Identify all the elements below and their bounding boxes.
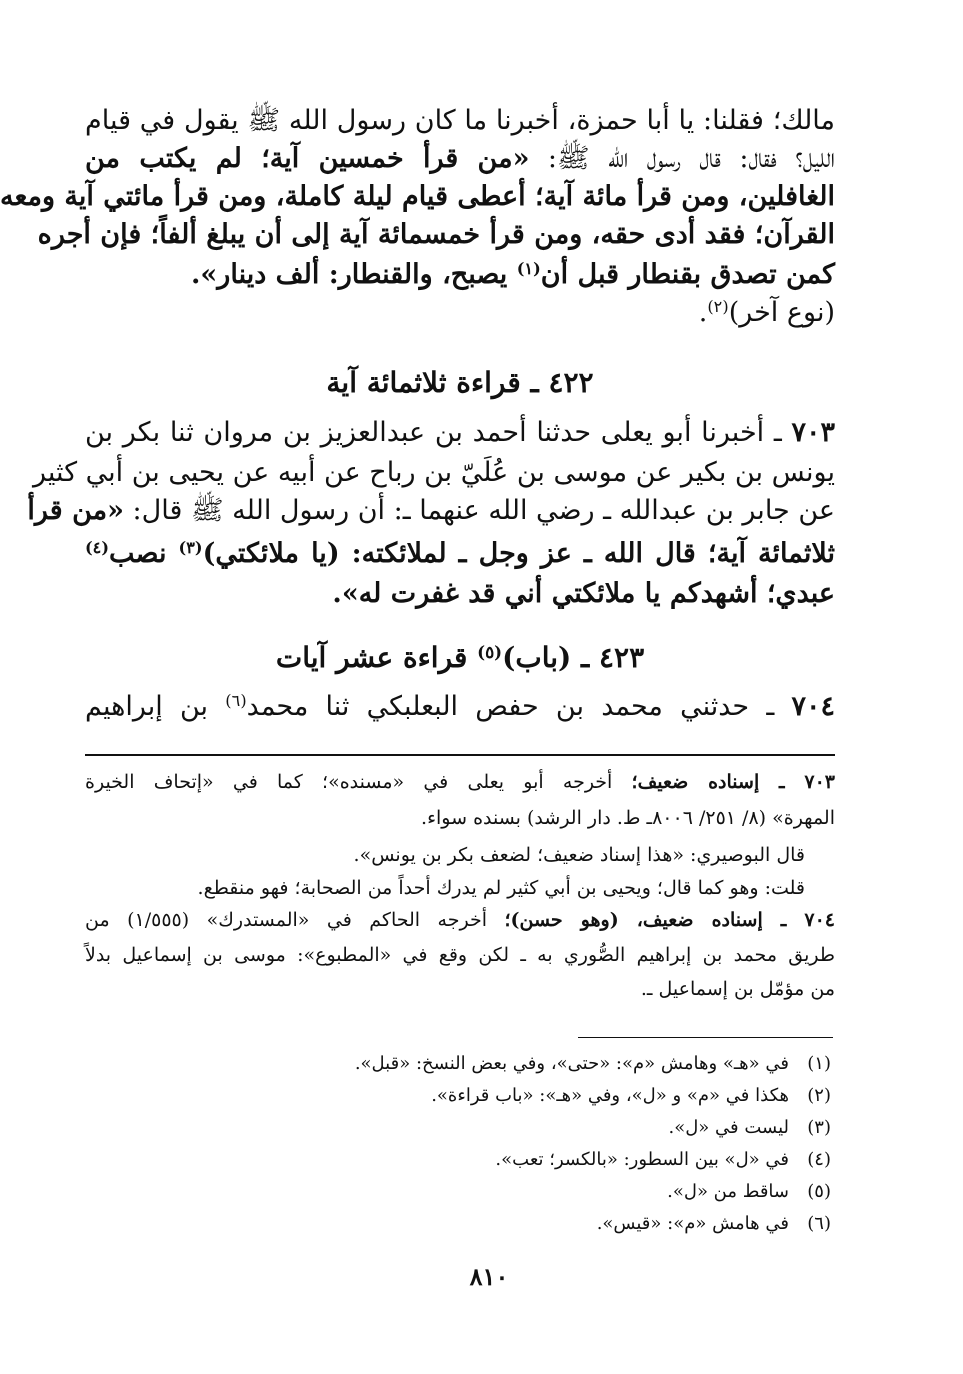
hadith-line [85,537,835,571]
text-segment: ٤٢٣ ـ (باب) [502,641,645,674]
text-line [85,416,835,450]
commentary-line [85,767,835,797]
footnote-ref: (٣) [178,538,203,558]
footnote-text: ليست في «ل». [668,1117,789,1138]
footnote-text: ساقط من «ل». [667,1181,789,1202]
text-segment: نصب [109,538,179,569]
footnote-text: في «هـ» وهامش «م»: «حتى»، وفي بعض النسخ: «قبل». [354,1053,789,1074]
text-line [85,296,835,330]
footnote-text: في هامش «م»: «قيس». [596,1213,789,1234]
page-number: ٨١٠ [469,1262,509,1291]
divider [85,754,835,756]
text-segment: أخرجه أبو يعلى في «مسنده»؛ كما في «إتحاف الخيرة [85,771,632,793]
text-segment: . [698,297,708,328]
text-line [85,690,835,724]
text-line [85,142,835,176]
commentary-line: من مؤمّل بن إسماعيل ـ. [640,978,835,1000]
footnote-number: (١) [807,1053,831,1074]
footnote [85,1176,831,1208]
footnote-ref: (٤) [85,538,110,558]
commentary-line: المهرة» (٨/ ٢٥١/ ٨٠٠٦ـ ط. دار الرشد) بسنده سواء. [421,807,835,829]
text-segment: (نوع آخر) [728,297,835,328]
commentary-line: قال البوصيري: «هذا إسناد ضعيف؛ لضعف بكر بن يونس». [353,844,805,866]
footnote [85,1208,831,1240]
footnote [85,1080,831,1112]
footnote-number: (٢) [807,1085,831,1106]
text-segment: ثلاثمائة آية؛ قال الله ـ عز وجل ـ لملائكته: (يا ملائكتي) [202,538,835,569]
text-segment: كمن تصدق بقنطار قبل أن [540,259,835,290]
hadith-line: عبدي؛ أشهدكم يا ملائكتي أني قد غفرت له». [332,578,835,609]
text-segment: بن إبراهيم [85,691,226,722]
footnote-ref: (٥) [477,641,503,662]
text-line: يونس بن بكير عن موسى بن عُلَيّ بن رباح عن أبيه عن يحيى بن أبي كثير [33,457,835,488]
hadith-line [85,258,835,292]
footnote-ref: (٦) [225,691,247,711]
footnote-ref: (١) [516,259,541,279]
commentary-line: قلت: وهو كما قال؛ ويحيى بن أبي كثير لم يدرك أحداً من الصحابة؛ فهو منقطع. [197,877,805,899]
footnote-divider [578,1037,833,1038]
hadith-number: ٧٠٣ [791,417,835,448]
hadith-number: ٧٠٤ [791,691,835,722]
footnote-ref: (٢) [707,297,729,317]
footnote-number: (٥) [807,1181,831,1202]
commentary-line: طريق محمد بن إبراهيم الصُّوري به ـ لكن وقع في «المطبوع»: موسى بن إسماعيل بدلاً [85,944,835,966]
footnote-number: (٣) [807,1117,831,1138]
footnote-text: هكذا في «م» و «ل»، وفي «هـ»: «باب قراءة». [431,1085,789,1106]
text-segment: قراءة عشر آيات [275,641,478,674]
section-heading [85,640,835,676]
hadith-text: «من قرأ [27,495,124,526]
hadith-text: «من قرأ خمسين آية؛ لم يكتب من [85,143,530,174]
section-heading: ٤٢٢ ـ قراءة ثلاثمائة آية [326,366,594,399]
text-segment: ـ حدثني محمد بن حفص البعلبكي ثنا محمد [246,691,792,722]
footnote [85,1144,831,1176]
footnote [85,1112,831,1144]
text-line [27,494,835,528]
text-segment: يصبح، والقنطار: ألف دينار». [191,259,517,290]
footnote-number: (٤) [807,1149,831,1170]
hadith-line: الغافلين، ومن قرأ مائة آية؛ أعطى قيام ليلة كاملة، ومن قرأ مائتي آية ومعه [0,181,835,212]
footnote [85,1048,831,1080]
text-segment: ـ أخبرنا أبو يعلى حدثنا أحمد بن عبدالعزيز بن مروان ثنا بكر بن [85,417,792,448]
footnote-number: (٦) [807,1213,831,1234]
commentary-label: ٧٠٣ ـ إسناده ضعيف؛ [631,771,835,793]
text-segment: الليل؟ فقال: قال رسول الله ﷺ: [529,143,835,174]
text-segment: عن جابر بن عبدالله ـ رضي الله عنهما ـ: أن رسول الله ﷺ قال: [123,495,835,526]
hadith-line: القرآن؛ فقد أدى حقه، ومن قرأ خمسمائة آية إلى أن يبلغ ألفاً؛ فإن أجره [37,219,835,250]
commentary-line [85,905,835,935]
text-segment: أخرجه الحاكم في «المستدرك» (١/٥٥٥) من [85,909,505,931]
commentary-label: ٧٠٤ ـ إسناده ضعيف، (وهو حسن)؛ [504,909,836,931]
footnote-text: في «ل» بين السطور: «بالكسر؛ تعب». [495,1149,789,1170]
text-line: مالك؛ فقلنا: يا أبا حمزة، أخبرنا ما كان رسول الله ﷺ يقول في قيام [85,105,835,136]
